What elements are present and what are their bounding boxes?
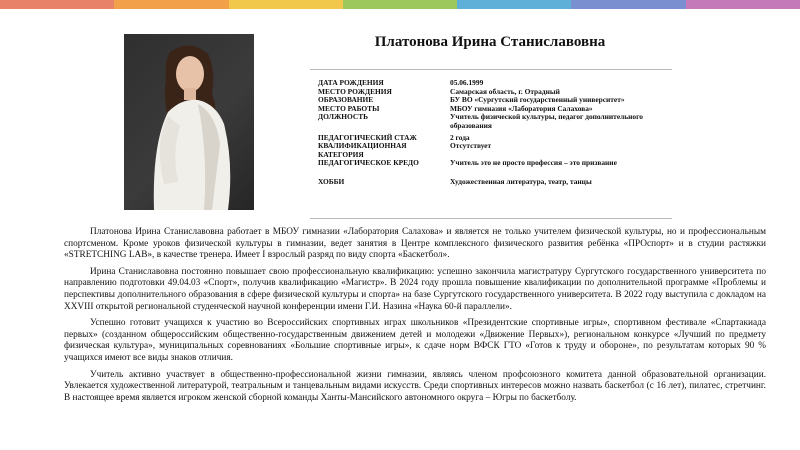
divider-bottom	[310, 218, 672, 219]
info-label: ДАТА РОЖДЕНИЯ	[318, 78, 384, 87]
info-label: МЕСТО РАБОТЫ	[318, 103, 380, 113]
info-label: ХОББИ	[318, 176, 345, 186]
portrait-photo	[124, 34, 254, 210]
info-value: Учитель физической культуры, педагог дополнительного образования	[450, 112, 643, 130]
divider-top	[310, 69, 672, 70]
bio-paragraph: Успешно готовит учащихся к участию во Всероссийских спортивных играх школьников «Президентские спортивные игры», спортивном фестивале «Спартакиада первых» (созданном общероссийским общественно-государственным движением детей и молодежи «Движение Первых»), региональном конкурсе «Лучший по предмету физическая культура», муниципальных соревнованиях «Большие спортивные игры», к сдаче норм ВФСК ГТО «Готов к труду и обороне», по результатам которых 90 % учащихся имеют все виды знаков отличия.	[64, 318, 766, 363]
info-value: Учитель это не просто профессия – это призвание	[450, 158, 617, 168]
person-name: Платонова Ирина Станиславовна	[374, 34, 606, 50]
color-bar-segment	[686, 0, 800, 9]
info-value: 2 года	[450, 132, 470, 142]
info-value: Самарская область, г. Отрадный	[450, 86, 560, 96]
bio-paragraph: Учитель активно участвует в общественно-профессиональной жизни гимназии, являясь членом профсоюзного комитета данной образовательной организации. Увлекается художественной литературой, театральным и танцевальным видами искусств. Среди спортивных интересов можно назвать баскетбол (с 16 лет), пилатес, стретчинг. В настоящее время является игроком женской сборной команды Ханты-Мансийского автономного округа – Югры по баскетболу.	[64, 369, 766, 403]
bio-paragraph: Ирина Станиславовна постоянно повышает свою профессиональную квалификацию: успешно закончила магистратуру Сургутского государственного университета по направлению подготовки 49.04.03 «Спорт», получив квалификацию «Магистр». В 2024 году прошла повышение квалификации по дополнительной программе «Проблемы и перспективы дополнительного образования в сфере физической культуры и спорта» на базе Сургутского государственного университета. В 2022 году выступила с докладом на XXVIII открытой региональной студенческой научной конференции имени Г.И. Назина «Наука 60-й параллели».	[64, 266, 766, 312]
info-label: ПЕДАГОГИЧЕСКОЕ КРЕДО	[318, 158, 419, 168]
color-bar-segment	[114, 0, 228, 9]
info-value: 05.06.1999	[450, 78, 484, 87]
info-label: КВАЛИФИКАЦИОННАЯ КАТЕГОРИЯ	[318, 141, 407, 159]
info-value: МБОУ гимназия «Лаборатория Салахова»	[450, 103, 593, 113]
color-bar-segment	[571, 0, 685, 9]
info-value: Отсутствует	[450, 141, 492, 151]
info-value: БУ ВО «Сургутский государственный университет»	[450, 95, 625, 105]
info-row-credo	[318, 159, 672, 168]
info-label: ДОЛЖНОСТЬ	[318, 112, 369, 122]
info-value: Художественная литература, театр, танцы	[450, 176, 592, 186]
biography-text	[64, 227, 766, 409]
info-label: ПЕДАГОГИЧЕСКИЙ СТАЖ	[318, 132, 417, 142]
info-label: МЕСТО РОЖДЕНИЯ	[318, 86, 392, 96]
info-row-hobby	[318, 178, 672, 187]
profile-info-table	[318, 79, 672, 187]
decorative-color-bar	[0, 0, 800, 9]
info-row-position	[318, 113, 672, 130]
info-label: ОБРАЗОВАНИЕ	[318, 95, 374, 105]
info-row-qualification	[318, 142, 672, 159]
bio-paragraph: Платонова Ирина Станиславовна работает в МБОУ гимназии «Лаборатория Салахова» и является не только учителем физической культуры, но и профессиональным спортсменом. Кроме уроков физической культуры в гимназии, ведет занятия в Центре комплексного физического развития ребёнка «ПРОспорт» и в студии растяжки «STRETCHING LAB», в качестве тренера. Имеет I взрослый разряд по виду спорта «Баскетбол».	[64, 227, 766, 261]
color-bar-segment	[343, 0, 457, 9]
color-bar-segment	[0, 0, 114, 9]
color-bar-segment	[457, 0, 571, 9]
color-bar-segment	[229, 0, 343, 9]
